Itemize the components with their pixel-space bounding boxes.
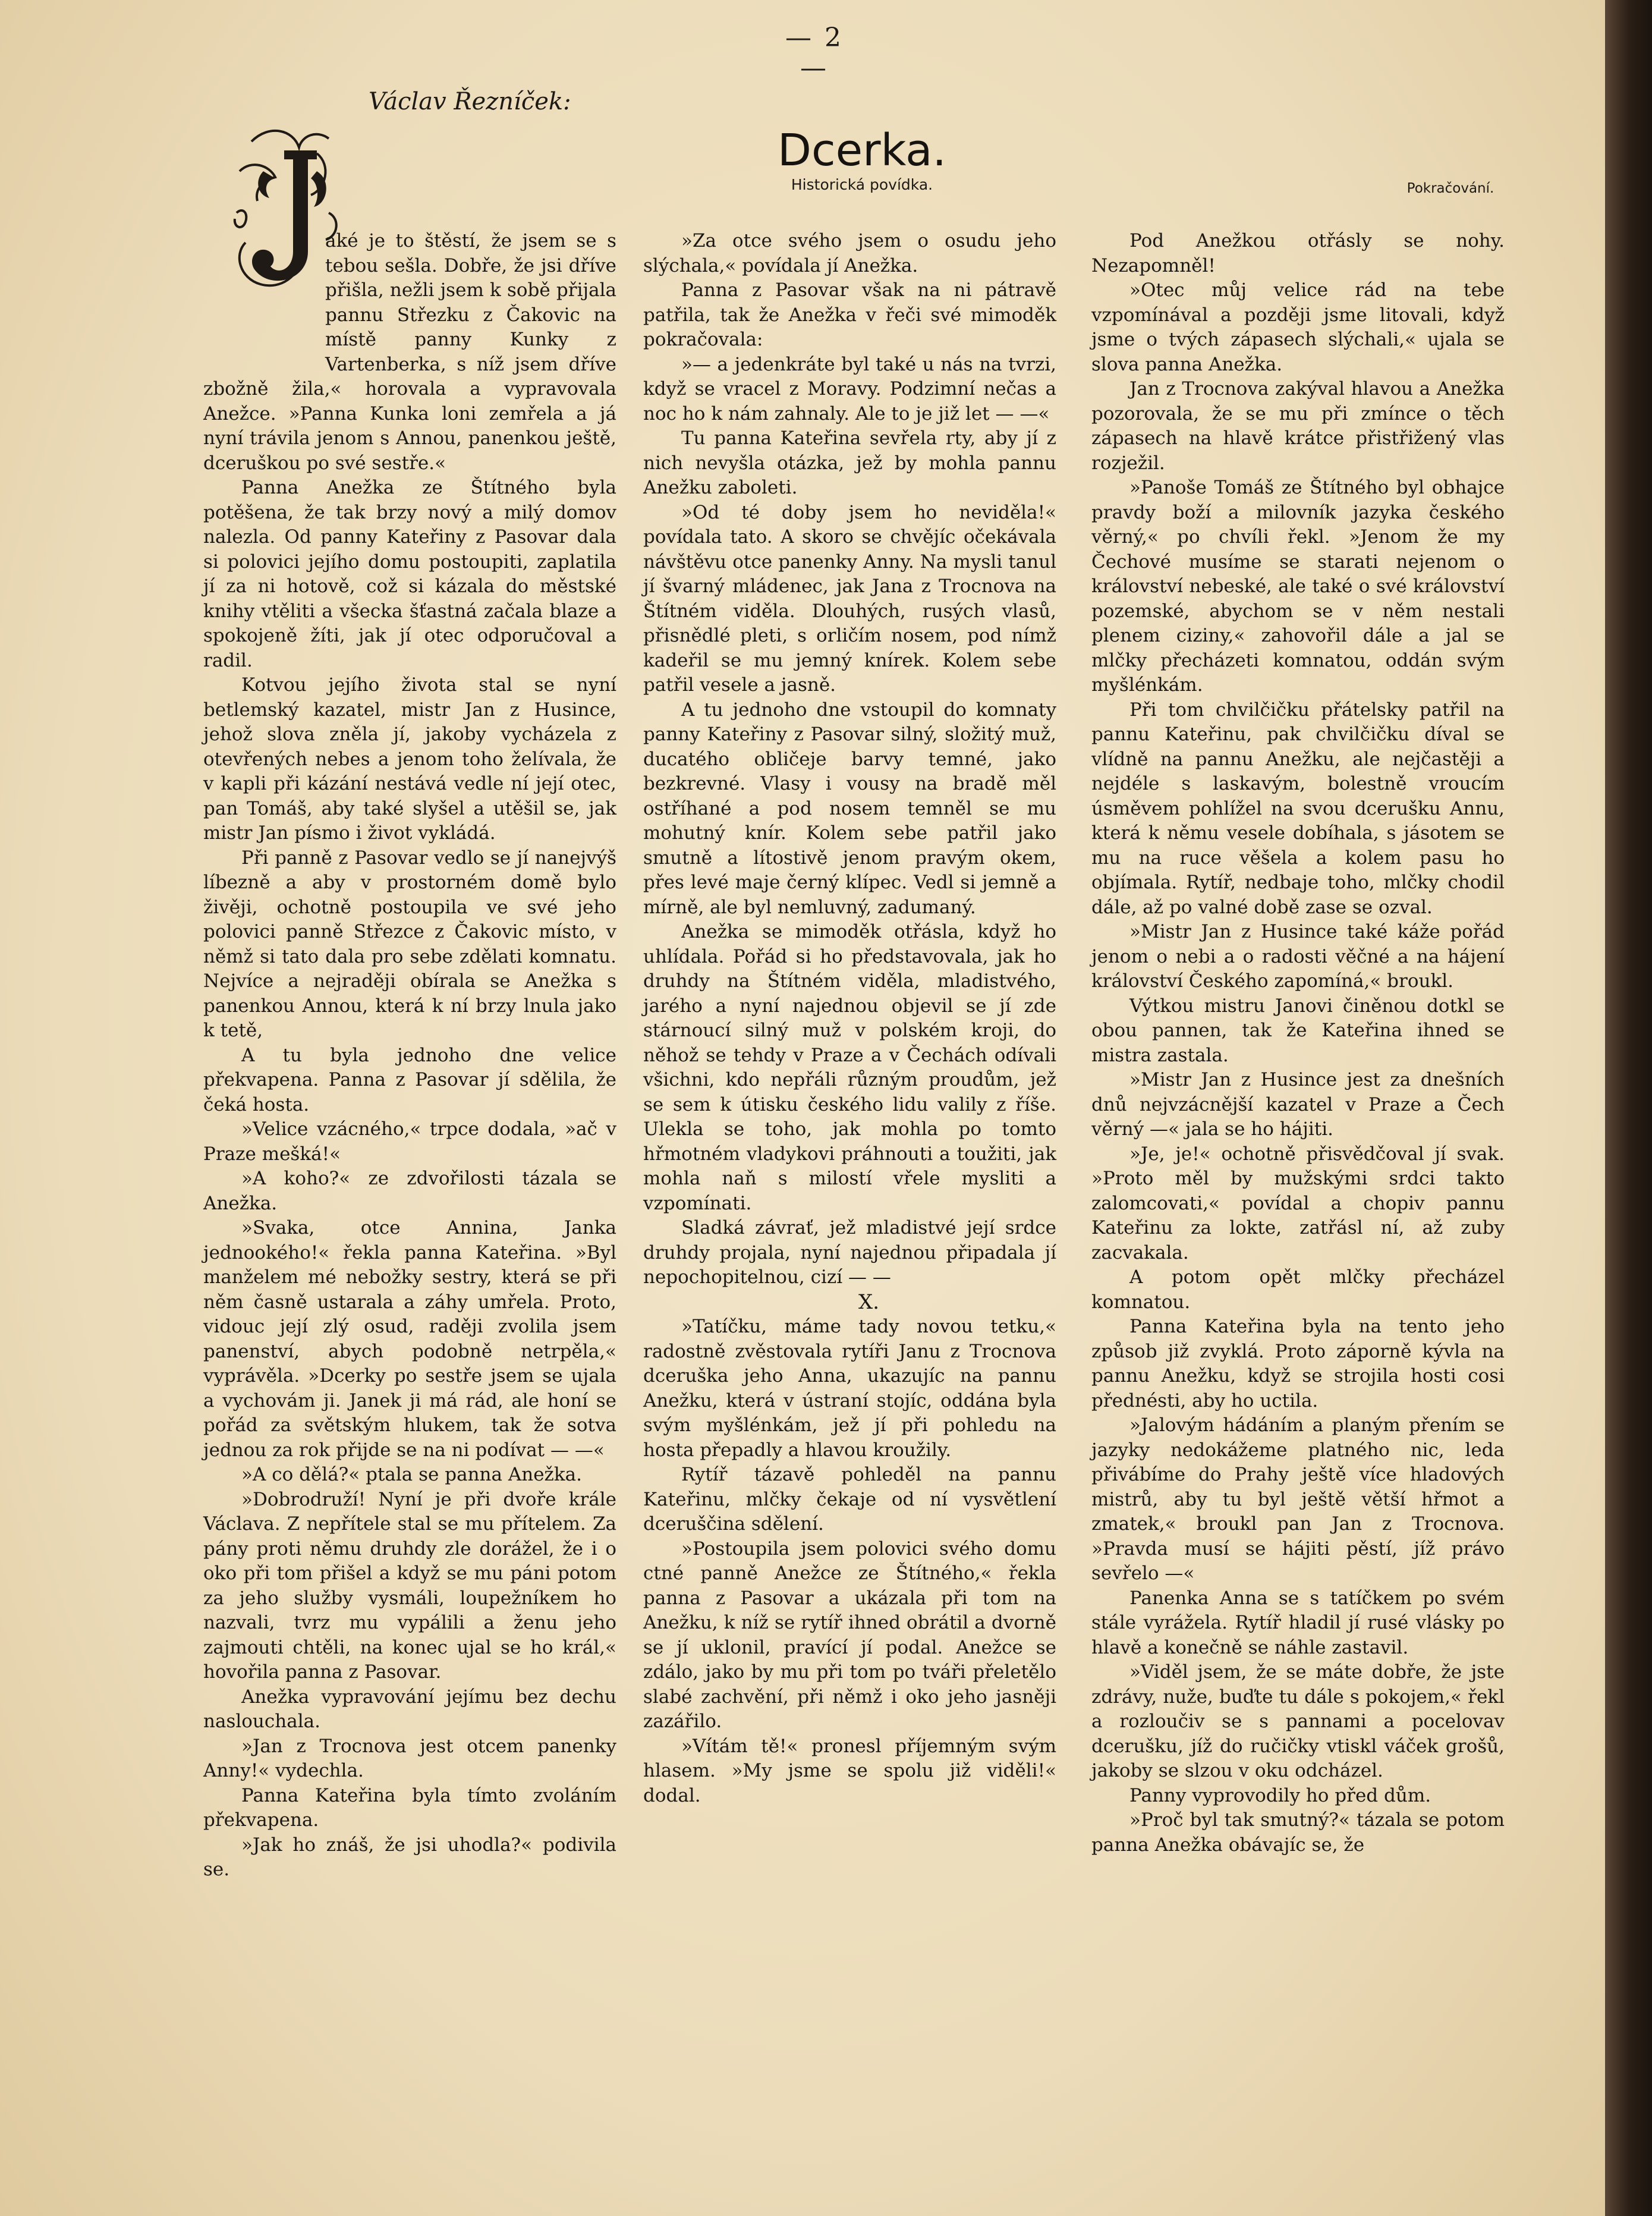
paragraph: »Jan z Trocnova jest otcem panenky Anny!« vydechla. — [203, 1735, 616, 1781]
paragraph: »Mistr Jan z Husince jest za dnešních dnů nejvzácnější kazatel v Praze a Čech věrný —« jala se ho hájiti. — [1091, 1069, 1505, 1140]
paragraph: »Mistr Jan z Husince také káže pořád jenom o nebi a o radosti věčné a na hájení království Českého zapomíná,« broukl. — [1091, 921, 1505, 992]
paragraph: »Od té doby jsem ho neviděla!« povídala tato. A skoro se chvějíc očekávala návštěvu otce panenky Anny. Na mysli tanul jí švarný mládenec, jak Jana z Trocnova na Štítném viděla. Dlouhých, rusých vlasů, přisnědlé pleti, s orličím nosem, pod nímž kadeřil se mu jemný knírek. Kolem sebe patřil vesele a jasně. — [643, 501, 1056, 696]
story-title: Dcerka. — [777, 125, 947, 176]
paragraph: Kotvou jejího života stal se nyní betlemský kazatel, mistr Jan z Husince, jehož slova zněla jí, jakoby vycházela z otevřených nebes a jenom toho želívala, že v kapli při kázání nestává vedle ní její otec, pan Tomáš, aby také slyšel a utěšil se, jak mistr Jan písmo i život vykládá. — [203, 674, 616, 844]
paragraph: »Je, je!« ochotně přisvědčoval jí svak. »Proto měl by mužskými srdci takto zalomcovati,« povídal a chopiv pannu Kateřinu za lokte, zatřásl ní, až zuby zacvakala. — [1091, 1143, 1505, 1263]
paragraph: Při tom chvilčičku přátelsky patřil na pannu Kateřinu, pak chvilčičku díval se vlídně na pannu Anežku, ale nejčastěji a nejdéle s laskavým, bolestně vroucím úsměvem pohlížel na svou dcerušku Annu, která k němu vesele dobíhala, s jásotem se mu na ruce věšela a kolem pasu ho objímala. Rytíř, nedbaje toho, mlčky chodil dále, až po valné době zase se ozval. — [1091, 699, 1505, 918]
paragraph: Rytíř tázavě pohleděl na pannu Kateřinu, mlčky čekaje od ní vysvětlení dceruščina sdělení. — [643, 1464, 1056, 1535]
paragraph: Panna z Pasovar však na ni pátravě patřila, tak že Anežka v řeči své mimoděk pokračovala: — [643, 279, 1056, 350]
paragraph: »Velice vzácného,« trpce dodala, »ač v Praze mešká!« — [203, 1118, 616, 1165]
paragraph: Anežka vypravování jejímu bez dechu naslouchala. — [203, 1686, 616, 1732]
author-name: Václav Řezníček: — [369, 88, 571, 115]
paragraph: »— a jedenkráte byl také u nás na tvrzi, když se vracel z Moravy. Podzimní nečas a noc ho k nám zahnaly. Ale to je již let — —« — [643, 353, 1056, 425]
paragraph: »Proč byl tak smutný?« tázala se potom panna Anežka obávajíc se, že — [1091, 1809, 1505, 1856]
paragraph: »Svaka, otce Annina, Janka jednookého!« řekla panna Kateřina. »Byl manželem mé nebožky sestry, která se při něm časně ustarala a záhy umřela. Proto, vidouc její zlý osud, raději zvolila jsem panenství, abych podobně netrpěla,« vyprávěla. »Dcerky po sestře jsem se ujala a vychovám ji. Janek ji má rád, ale honí se pořád za světským hlukem, tak že sotva jednou za rok přijde se na ni podívat — —« — [203, 1217, 616, 1461]
paragraph: »Vítám tě!« pronesl příjemným svým hlasem. »My jsme se spolu již viděli!« dodal. — [643, 1735, 1056, 1806]
paragraph: Panny vyprovodily ho před dům. — [1129, 1784, 1431, 1806]
continued-note: Pokračování. — [1406, 181, 1494, 196]
column-3 — [1091, 229, 1505, 1857]
paragraph: »Dobrodruží! Nyní je při dvoře krále Václava. Z nepřítele stal se mu přítelem. Za pány proti němu druhdy zle dorážel, že i o oko při tom přišel a když se mu páni potom za jeho služby vysmáli, loupežníkem ho nazvali, tvrz mu vypálili a ženu jeho zajmouti chtěli, na konec ujal se ho král,« hovořila panna z Pasovar. — [203, 1488, 616, 1683]
paragraph: Panna Anežka ze Štítného byla potěšena, že tak brzy nový a milý domov nalezla. Od panny Kateřiny z Pasovar dala si polovici jejího domu postoupiti, zaplatila jí za ni hotově, což si kázala do městské knihy vtěliti a všecka šťastná začala blaze a spokojeně žíti, jak jí otec odporučoval a radil. — [203, 477, 616, 671]
paragraph: A tu jednoho dne vstoupil do komnaty panny Kateřiny z Pasovar silný, složitý muž, ducatého obličeje barvy temné, jako bezkrevné. Vlasy i vousy na bradě měl ostříhané a pod nosem temněl se mu mohutný knír. Kolem sebe patřil jako smutně a lítostivě jenom pravým okem, přes levé maje černý klípec. Vedl si jemně a mírně, ale byl nemluvný, zadumaný. — [643, 699, 1056, 918]
paragraph: »Jak ho znáš, že jsi uhodla?« podivila se. — [203, 1834, 616, 1880]
page-number: — 2 — — [785, 23, 844, 83]
paragraph: »Otec můj velice rád na tebe vzpomínával a později jsme litovali, když jsme o tvých zápasech slýchali,« ujala se slova panna Anežka. — [1091, 279, 1505, 375]
paragraph: Výtkou mistru Janovi činěnou dotkl se obou pannen, tak že Kateřina ihned se mistra zastala. — [1091, 995, 1505, 1066]
book-spine-shadow — [1605, 0, 1652, 2216]
paragraph: »Jalovým hádáním a planým přením se jazyky nedokážeme platného nic, leda přivábíme do Prahy ještě více hladových mistrů, aby tu byl ještě větší hřmot a zmatek,« broukl pan Jan z Trocnova. »Pravda musí se hájiti pěstí, jíž právo sevřelo —« — [1091, 1415, 1505, 1584]
chapter-heading: X. — [858, 1290, 879, 1314]
story-subtitle: Historická povídka. — [791, 176, 933, 193]
paragraph: Panna Kateřina byla tímto zvoláním překvapena. — [203, 1784, 616, 1831]
paragraph: Jan z Trocnova zakýval hlavou a Anežka pozorovala, že se mu při zmínce o těch zápasech na hlavě krátce přistřižený vlas rozježil. — [1091, 378, 1505, 474]
paragraph: Sladká závrať, jež mladistvé její srdce druhdy projala, nyní najednou připadala jí nepochopitelnou, cizí — — — [643, 1217, 1056, 1288]
paragraph: Při panně z Pasovar vedlo se jí nanejvýš líbezně a aby v prostorném domě bylo živěji, ochotně postoupila ve své jeho polovici panně Střezce z Čakovic místo, v němž si tato dala pro sebe zdělati komnatu. Nejvíce a nejraději obírala se Anežka s panenkou Annou, která k ní brzy lnula jako k tetě, — [203, 847, 616, 1041]
paragraph: Tu panna Kateřina sevřela rty, aby jí z nich nevyšla otázka, jež by mohla pannu Anežku zaboleti. — [643, 428, 1056, 498]
paragraph: Pod Anežkou otřásly se nohy. Nezapomněl! — [1091, 230, 1505, 276]
paragraph: »Za otce svého jsem o osudu jeho slýchala,« povídala jí Anežka. — [643, 230, 1056, 276]
paragraph: aké je to štěstí, že jsem se s tebou sešla. Dobře, že jsi dříve přišla, nežli jsem k sobě přijala pannu Střezku z Čakovic na místě panny Kunky z Vartenberka, s níž jsem dříve zbožně žila,« horovala a vypravovala Anežce. »Panna Kunka loni zemřela a já nyní trávila jenom s Annou, panenkou ještě, dceruškou po své sestře.« — [203, 230, 616, 474]
paragraph: »Panoše Tomáš ze Štítného byl obhajce pravdy boží a milovník jazyka českého věrný,« po chvíli řekl. »Jenom že my Čechové musíme se starati nejenom o království nebeské, ale také o své království pozemské, abychom se v něm nestali plenem ciziny,« zahovořil dále a jal se mlčky přecházeti komnatou, oddán svým myšlénkám. — [1091, 477, 1505, 696]
paragraph: A potom opět mlčky přecházel komnatou. — [1091, 1266, 1505, 1313]
paragraph: »A co dělá?« ptala se panna Anežka. — [241, 1464, 583, 1485]
paragraph: »Postoupila jsem polovici svého domu ctné panně Anežce ze Štítného,« řekla panna z Pasovar a ukázala při tom na Anežku, k níž se rytíř ihned obrátil a dvorně se jí uklonil, pravící jí podal. Anežce se zdálo, jako by mu při tom po tváři přeletělo slabé zachvění, při němž i oko jeho jasněji zazářilo. — [643, 1538, 1056, 1732]
paragraph: »Viděl jsem, že se máte dobře, že jste zdrávy, nuže, buďte tu dále s pokojem,« řekl a rozloučiv se s pannami a pocelovav dcerušku, jíž do ručičky vtiskl váček grošů, jakoby se slzou v oku odcházel. — [1091, 1661, 1505, 1781]
paragraph: A tu byla jednoho dne velice překvapena. Panna z Pasovar jí sdělila, že čeká hosta. — [203, 1044, 616, 1115]
column-2 — [643, 229, 1056, 1808]
paragraph: »Tatíčku, máme tady novou tetku,« radostně zvěstovala rytíři Janu z Trocnova dceruška jeho Anna, ukazujíc na pannu Anežku, která v ústraní stojíc, oddána byla svým myšlénkám, jež jí při pohledu na hosta přepadly a hlavou kroužily. — [643, 1316, 1056, 1461]
initial-letter-space — [203, 229, 325, 375]
column-1 — [203, 229, 616, 1882]
paragraph: Anežka se mimoděk otřásla, když ho uhlídala. Pořád si ho představovala, jak ho druhdy na Štítném viděla, mladistvého, jarého a nyní najednou objevil se jí zde stárnoucí silný muž v polském kroji, do něhož se tehdy v Praze a v Čechách odívali všichni, kdo nepřáli různým proudům, jež se sem k útisku českého lidu valily z říše. Ulekla se toho, jak mohla po tomto hřmotném vladykovi práhnouti a toužiti, jak mohla naň s milostí vřele mysliti a vzpomínati. — [643, 921, 1056, 1214]
paragraph: »A koho?« ze zdvořilosti tázala se Anežka. — [203, 1168, 616, 1214]
paragraph: Panna Kateřina byla na tento jeho způsob již zvyklá. Proto záporně kývla na pannu Anežku, když se strojila hosti cosi přednésti, aby ho uctila. — [1091, 1316, 1505, 1412]
paragraph: Panenka Anna se s tatíčkem po svém stále vyrážela. Rytíř hladil jí rusé vlásky po hlavě a konečně se náhle zastavil. — [1091, 1587, 1505, 1658]
